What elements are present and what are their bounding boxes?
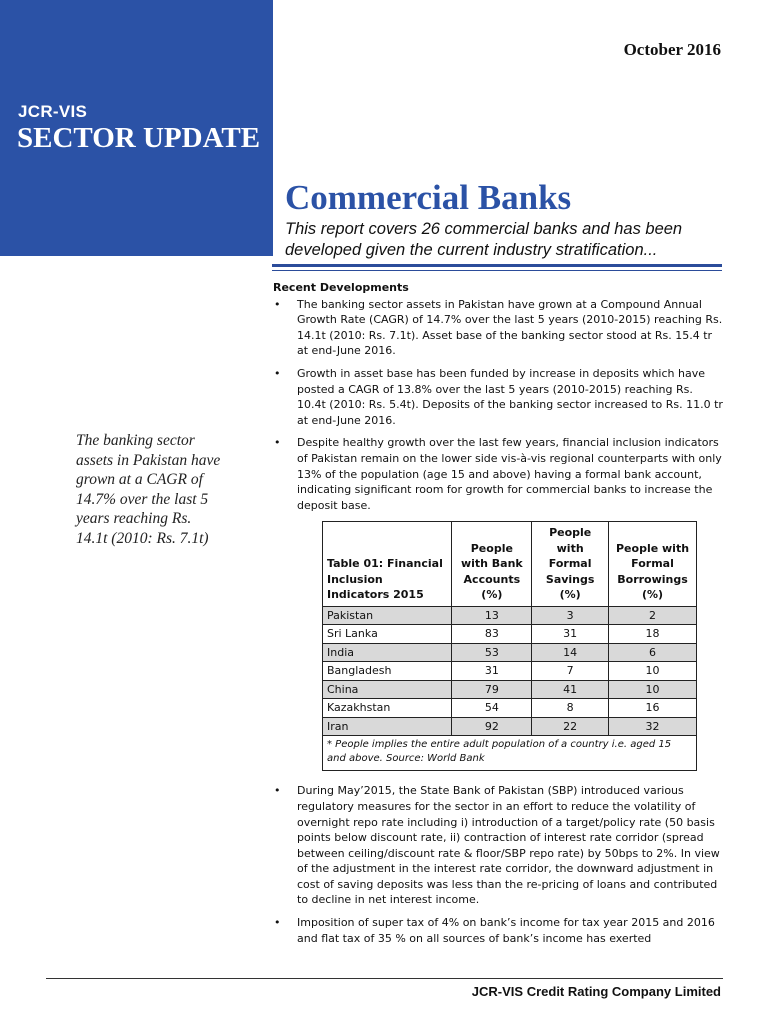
financial-inclusion-table — [322, 521, 697, 736]
report-date: October 2016 — [623, 40, 721, 59]
table-header-bank-accounts: People with Bank Accounts (%) — [452, 522, 532, 607]
formal-borrowings-cell: 10 — [609, 662, 697, 681]
table-row — [323, 680, 697, 699]
bullet-list-top — [273, 297, 725, 514]
table-footnote: * People implies the entire adult population of a country i.e. aged 15 and above. Source: World Bank — [322, 736, 697, 771]
table-row — [323, 699, 697, 718]
country-cell: Kazakhstan — [323, 699, 452, 718]
formal-borrowings-cell: 10 — [609, 680, 697, 699]
formal-savings-cell: 31 — [532, 625, 609, 644]
footer-company-name: JCR-VIS Credit Rating Company Limited — [471, 984, 721, 999]
formal-savings-cell: 41 — [532, 680, 609, 699]
bank-accounts-cell: 31 — [452, 662, 532, 681]
bullet-item — [273, 435, 725, 513]
formal-borrowings-cell: 6 — [609, 643, 697, 662]
bank-accounts-cell: 83 — [452, 625, 532, 644]
bullet-item — [273, 783, 725, 908]
formal-savings-cell: 7 — [532, 662, 609, 681]
country-cell: Pakistan — [323, 606, 452, 625]
bank-accounts-cell: 54 — [452, 699, 532, 718]
bullet-icon: • — [274, 366, 281, 380]
table-header-title: Table 01: Financial Inclusion Indicators 2015 — [323, 522, 452, 607]
sidebar-pull-quote: The banking sector assets in Pakistan have grown at a CAGR of 14.7% over the last 5 years reaching Rs. 14.1t (2010: Rs. 7.1t) — [76, 432, 221, 547]
table-row — [323, 717, 697, 736]
formal-savings-cell: 22 — [532, 717, 609, 736]
bullet-text: The banking sector assets in Pakistan have grown at a Compound Annual Growth Rate (CAGR) of 14.7% over the last 5 years (2010-2015) reaching Rs. 14.1t (2010: Rs. 7.1t). Asset base of the banking sector stood at Rs. 15.4 tr at end-June 2016. — [297, 297, 723, 358]
formal-savings-cell: 14 — [532, 643, 609, 662]
bullet-icon: • — [274, 916, 281, 930]
title-rule-thin — [272, 270, 722, 271]
bank-accounts-cell: 79 — [452, 680, 532, 699]
country-cell: Bangladesh — [323, 662, 452, 681]
formal-borrowings-cell: 2 — [609, 606, 697, 625]
bullet-item — [273, 915, 725, 946]
bank-accounts-cell: 92 — [452, 717, 532, 736]
footer-rule — [46, 978, 723, 979]
main-column — [273, 280, 725, 953]
bullet-item — [273, 366, 725, 428]
section-heading: Recent Developments — [273, 281, 409, 294]
brand-name-small: JCR-VIS — [18, 102, 88, 121]
table-row — [323, 625, 697, 644]
bullet-item — [273, 297, 725, 359]
formal-borrowings-cell: 16 — [609, 699, 697, 718]
country-cell: China — [323, 680, 452, 699]
bullet-text: Growth in asset base has been funded by increase in deposits which have posted a CAGR of 13.8% over the last 5 years (2010-2015) reaching Rs. 10.4t (2010: Rs. 5.4t). Deposits of the banking sector increased to Rs. 11.0 tr at end-June 2016. — [297, 366, 723, 427]
table-header-formal-borrowings: People with Formal Borrowings (%) — [609, 522, 697, 607]
bullet-icon: • — [274, 297, 281, 311]
brand-block — [0, 0, 273, 256]
formal-borrowings-cell: 32 — [609, 717, 697, 736]
table-row — [323, 606, 697, 625]
table-header-row — [323, 522, 697, 607]
formal-savings-cell: 3 — [532, 606, 609, 625]
country-cell: Sri Lanka — [323, 625, 452, 644]
bank-accounts-cell: 53 — [452, 643, 532, 662]
bullet-text: During May’2015, the State Bank of Pakistan (SBP) introduced various regulatory measures for the sector in an effort to reduce the volatility of overnight repo rate including i) introduction of a target/policy rate (50 basis points below discount rate, ii) contraction of interest rate corridor (spread between ceiling/discount rate & floor/SBP repo rate) by 50bps to 2%. In view of the adjustment in the interest rate corridor, the downward adjustment in cost of saving deposits was less than the re-pricing of loans and contributed to decline in net interest income. — [297, 784, 720, 907]
document-title: Commercial Banks — [285, 178, 572, 217]
financial-inclusion-table-wrap — [322, 521, 697, 771]
table-row — [323, 662, 697, 681]
document-subtitle: This report covers 26 commercial banks and has been developed given the current industry stratification... — [285, 220, 683, 259]
country-cell: India — [323, 643, 452, 662]
country-cell: Iran — [323, 717, 452, 736]
bullet-icon: • — [274, 436, 281, 450]
bullet-text: Imposition of super tax of 4% on bank’s income for tax year 2015 and 2016 and flat tax of 35 % on all sources of bank’s income has exerted — [297, 916, 715, 945]
table-header-formal-savings: People with Formal Savings (%) — [532, 522, 609, 607]
bullet-text: Despite healthy growth over the last few years, financial inclusion indicators of Pakistan remain on the lower side vis-à-vis regional counterparts with only 13% of the population (age 15 and above) having a formal bank account, indicating significant room for growth for commercial banks to increase the deposit base. — [297, 436, 722, 512]
bank-accounts-cell: 13 — [452, 606, 532, 625]
bullet-list-bottom — [273, 783, 725, 946]
table-row — [323, 643, 697, 662]
formal-borrowings-cell: 18 — [609, 625, 697, 644]
formal-savings-cell: 8 — [532, 699, 609, 718]
brand-name-large: SECTOR UPDATE — [17, 122, 261, 154]
bullet-icon: • — [274, 784, 281, 798]
title-rule-thick — [272, 264, 722, 267]
